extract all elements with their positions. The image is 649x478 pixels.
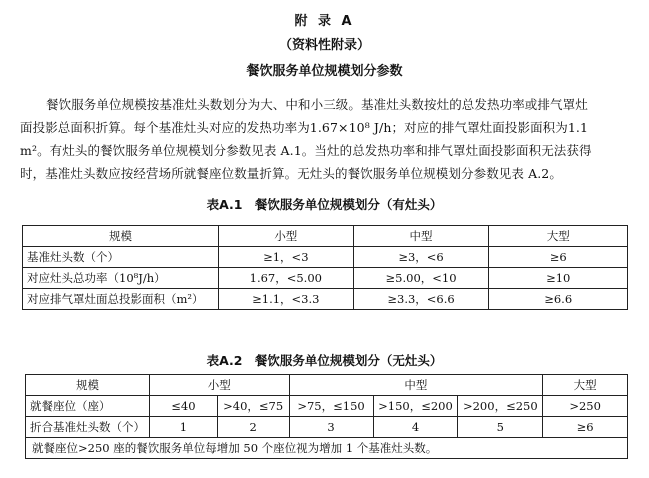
table-cell: >75，≤150 bbox=[289, 396, 373, 417]
header-cell: 中型 bbox=[289, 375, 543, 396]
header-cell: 大型 bbox=[543, 375, 628, 396]
table-with-burners bbox=[22, 225, 628, 310]
paragraph-line: 面投影总面积折算。每个基准灶头对应的发热功率为1.67×10⁸ J/h；对应的排气罩灶面投影面积为1.1 bbox=[20, 120, 589, 135]
table-row bbox=[23, 289, 628, 310]
table-row bbox=[23, 247, 628, 268]
paragraph-line: m²。有灶头的餐饮服务单位规模划分参数见表 A.1。当灶的总发热功率和排气罩灶面投影面积无法获得 bbox=[20, 143, 592, 158]
row-label-cell: 折合基准灶头数（个） bbox=[26, 417, 150, 438]
table-cell: >250 bbox=[543, 396, 628, 417]
table-cell: ≥3.3，<6.6 bbox=[353, 289, 489, 310]
row-label-cell: 对应灶头总功率（10⁸J/h） bbox=[23, 268, 219, 289]
table-row bbox=[23, 268, 628, 289]
appendix-heading: 餐饮服务单位规模划分参数 bbox=[246, 64, 403, 79]
table-cell: ≥6.6 bbox=[489, 289, 628, 310]
row-label-cell: 基准灶头数（个） bbox=[23, 247, 219, 268]
table-note-row bbox=[26, 438, 628, 459]
table-cell: ≥1.1，<3.3 bbox=[218, 289, 353, 310]
table-cell: ≥1，<3 bbox=[218, 247, 353, 268]
header-cell: 大型 bbox=[489, 226, 628, 247]
header-cell: 规模 bbox=[23, 226, 219, 247]
table-cell: 1.67，<5.00 bbox=[218, 268, 353, 289]
row-label-cell: 就餐座位（座） bbox=[26, 396, 150, 417]
table-cell: 2 bbox=[217, 417, 289, 438]
table1-caption: 表A.1 餐饮服务单位规模划分（有灶头） bbox=[206, 197, 443, 212]
table-cell: 5 bbox=[458, 417, 543, 438]
table-note: 就餐座位>250 座的餐饮服务单位每增加 50 个座位视为增加 1 个基准灶头数。 bbox=[26, 438, 628, 459]
paragraph-line: 餐饮服务单位规模按基准灶头数划分为大、中和小三级。基准灶头数按灶的总发热功率或排气罩灶 bbox=[46, 97, 588, 112]
header-cell: 小型 bbox=[150, 375, 290, 396]
table-cell: ≥6 bbox=[489, 247, 628, 268]
header-cell: 中型 bbox=[353, 226, 489, 247]
appendix-subtitle: （资料性附录） bbox=[278, 38, 370, 53]
table-header-row bbox=[26, 375, 628, 396]
table-cell: ≥6 bbox=[543, 417, 628, 438]
row-label-cell: 对应排气罩灶面总投影面积（m²） bbox=[23, 289, 219, 310]
header-cell: 规模 bbox=[26, 375, 150, 396]
header-cell: 小型 bbox=[218, 226, 353, 247]
table-cell: ≥3，<6 bbox=[353, 247, 489, 268]
table-cell: 1 bbox=[150, 417, 218, 438]
table-cell: 3 bbox=[289, 417, 373, 438]
table-cell: >150，≤200 bbox=[373, 396, 458, 417]
table-row bbox=[26, 396, 628, 417]
table-cell: 4 bbox=[373, 417, 458, 438]
appendix-title: 附 录 A bbox=[294, 14, 355, 29]
table2-caption: 表A.2 餐饮服务单位规模划分（无灶头） bbox=[206, 353, 443, 368]
table-cell: ≤40 bbox=[150, 396, 218, 417]
table-without-burners bbox=[25, 374, 628, 459]
paragraph-line: 时，基准灶头数应按经营场所就餐座位数量折算。无灶头的餐饮服务单位规模划分参数见表 A.2。 bbox=[20, 166, 562, 181]
table-cell: >200，≤250 bbox=[458, 396, 543, 417]
table-cell: ≥5.00，<10 bbox=[353, 268, 489, 289]
table-row bbox=[26, 417, 628, 438]
table-cell: ≥10 bbox=[489, 268, 628, 289]
table-cell: >40，≤75 bbox=[217, 396, 289, 417]
table-header-row bbox=[23, 226, 628, 247]
